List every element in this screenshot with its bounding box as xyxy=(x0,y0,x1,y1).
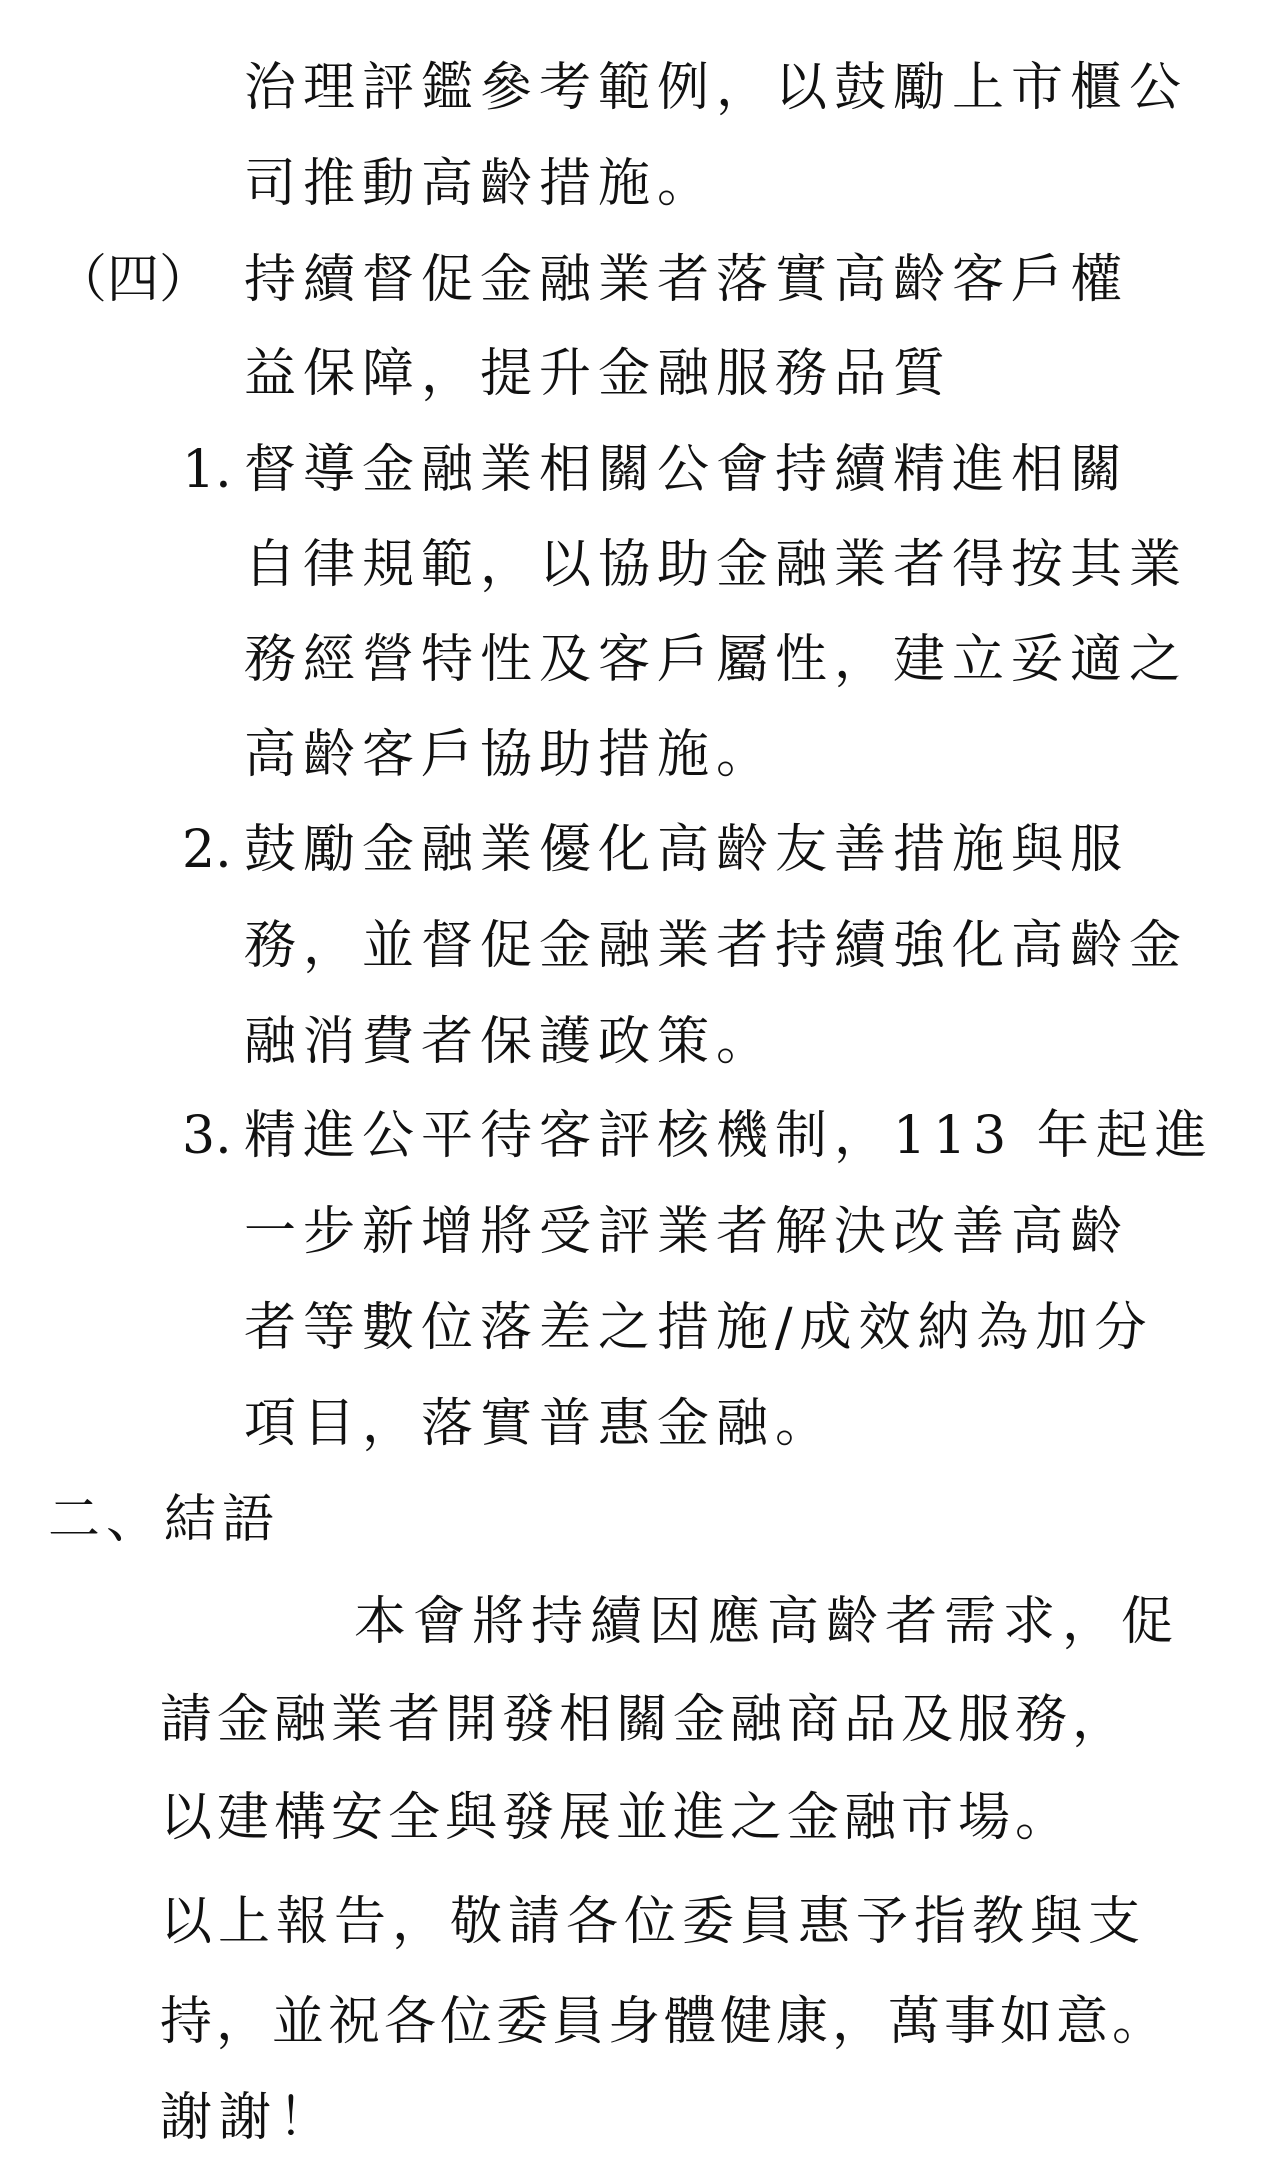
continuation-line-2: 司推動高齡措施。 xyxy=(244,154,717,214)
closing-line-2: 持，並祝各位委員身體健康，萬事如意。 xyxy=(160,1992,1169,2052)
conclusion-paragraph-line-3: 以建構安全與發展並進之金融市場。 xyxy=(160,1788,1073,1848)
item-3-line-3: 者等數位落差之措施/成效納為加分 xyxy=(244,1298,1154,1358)
item-3-line-1: 精進公平待客評核機制，113 年起進 xyxy=(244,1106,1214,1166)
section-four-heading-line-1: 持續督促金融業者落實高齡客戶權 xyxy=(244,250,1130,310)
item-2-line-1: 鼓勵金融業優化高齡友善措施與服 xyxy=(244,820,1130,880)
item-3-line-4: 項目，落實普惠金融。 xyxy=(244,1394,835,1454)
item-2-number: 2. xyxy=(182,820,232,880)
item-1-line-1: 督導金融業相關公會持續精進相關 xyxy=(244,440,1130,500)
item-1-line-2: 自律規範，以協助金融業者得按其業 xyxy=(244,535,1189,595)
continuation-line-1: 治理評鑑參考範例，以鼓勵上市櫃公 xyxy=(244,58,1189,118)
item-3-line-2: 一步新增將受評業者解決改善高齡 xyxy=(244,1202,1130,1262)
item-1-line-3: 務經營特性及客戶屬性，建立妥適之 xyxy=(244,630,1189,690)
closing-line-1: 以上報告，敬請各位委員惠予指教與支 xyxy=(160,1892,1147,1952)
item-1-number: 1. xyxy=(182,440,232,500)
item-1-line-4: 高齡客戶協助措施。 xyxy=(244,725,776,785)
item-2-line-3: 融消費者保護政策。 xyxy=(244,1012,776,1072)
conclusion-heading: 二、結語 xyxy=(48,1490,281,1550)
closing-line-3: 謝謝！ xyxy=(160,2088,338,2148)
conclusion-paragraph-line-1: 本會將持續因應高齡者需求，促 xyxy=(354,1592,1181,1652)
conclusion-paragraph-line-2: 請金融業者開發相關金融商品及服務， xyxy=(160,1690,1130,1750)
item-3-number: 3. xyxy=(182,1106,232,1166)
item-2-line-2: 務，並督促金融業者持續強化高齡金 xyxy=(244,916,1189,976)
section-four-marker: （四） xyxy=(55,250,212,310)
section-four-heading-line-2: 益保障，提升金融服務品質 xyxy=(244,344,953,404)
